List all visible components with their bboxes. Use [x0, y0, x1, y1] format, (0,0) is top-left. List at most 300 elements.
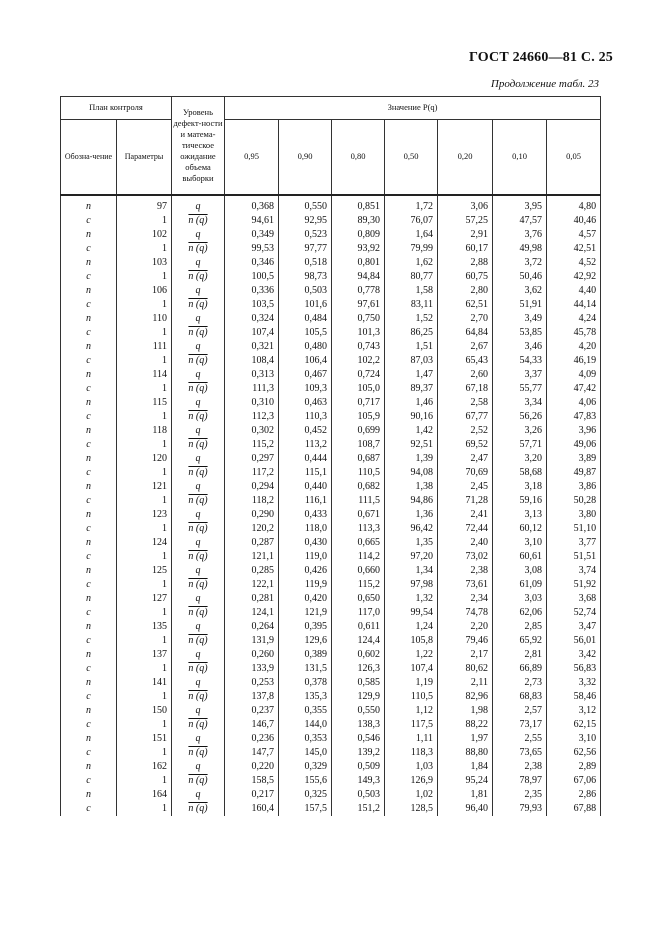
- value-cell: 73,02: [438, 550, 493, 564]
- designation-cell: c: [61, 718, 117, 732]
- designation-cell: n: [61, 312, 117, 326]
- value-cell: 94,84: [332, 270, 385, 284]
- value-cell: 58,46: [547, 690, 601, 704]
- value-cell: 0,395: [279, 620, 332, 634]
- value-cell: 119,9: [279, 578, 332, 592]
- value-cell: 118,2: [225, 494, 279, 508]
- table-row: [61, 340, 601, 354]
- value-cell: 59,16: [493, 494, 547, 508]
- level-cell: q: [172, 340, 225, 354]
- designation-cell: n: [61, 228, 117, 242]
- prob-header: 0,05: [547, 120, 601, 196]
- table-row: [61, 648, 601, 662]
- value-cell: 2,11: [438, 676, 493, 690]
- level-cell: q: [172, 312, 225, 326]
- designation-cell: n: [61, 424, 117, 438]
- value-cell: 0,687: [332, 452, 385, 466]
- designation-cell: c: [61, 690, 117, 704]
- parameter-cell: 1: [117, 634, 172, 648]
- value-cell: 1,34: [385, 564, 438, 578]
- level-cell: q: [172, 228, 225, 242]
- parameter-cell: 123: [117, 508, 172, 522]
- level-cell: q: [172, 676, 225, 690]
- value-cell: 57,71: [493, 438, 547, 452]
- value-cell: 1,39: [385, 452, 438, 466]
- parameter-cell: 1: [117, 270, 172, 284]
- table-row: [61, 354, 601, 368]
- table-row: [61, 494, 601, 508]
- value-cell: 1,22: [385, 648, 438, 662]
- value-cell: 47,83: [547, 410, 601, 424]
- value-cell: 0,650: [332, 592, 385, 606]
- level-header: Уровень дефект-ности и матема-тическое ожидание объема выборки: [172, 97, 225, 196]
- value-cell: 1,35: [385, 536, 438, 550]
- level-cell: n (q): [172, 522, 225, 536]
- value-cell: 0,430: [279, 536, 332, 550]
- value-cell: 0,717: [332, 396, 385, 410]
- parameter-cell: 162: [117, 760, 172, 774]
- value-cell: 97,61: [332, 298, 385, 312]
- designation-cell: n: [61, 452, 117, 466]
- parameter-cell: 1: [117, 326, 172, 340]
- parameter-cell: 106: [117, 284, 172, 298]
- parameter-cell: 121: [117, 480, 172, 494]
- value-cell: 4,80: [547, 195, 601, 214]
- level-cell: n (q): [172, 494, 225, 508]
- value-cell: 151,2: [332, 802, 385, 816]
- value-cell: 131,9: [225, 634, 279, 648]
- table-row: [61, 746, 601, 760]
- value-cell: 57,25: [438, 214, 493, 228]
- table-row: [61, 480, 601, 494]
- value-cell: 49,98: [493, 242, 547, 256]
- parameter-cell: 141: [117, 676, 172, 690]
- value-cell: 3,89: [547, 452, 601, 466]
- value-cell: 109,3: [279, 382, 332, 396]
- level-cell: n (q): [172, 326, 225, 340]
- value-cell: 73,61: [438, 578, 493, 592]
- value-cell: 47,57: [493, 214, 547, 228]
- value-cell: 105,0: [332, 382, 385, 396]
- designation-cell: n: [61, 676, 117, 690]
- value-cell: 99,54: [385, 606, 438, 620]
- value-cell: 0,444: [279, 452, 332, 466]
- value-cell: 2,60: [438, 368, 493, 382]
- value-cell: 96,42: [385, 522, 438, 536]
- value-cell: 105,5: [279, 326, 332, 340]
- value-cell: 0,660: [332, 564, 385, 578]
- designation-cell: n: [61, 396, 117, 410]
- level-cell: q: [172, 256, 225, 270]
- parameter-cell: 1: [117, 466, 172, 480]
- value-cell: 67,88: [547, 802, 601, 816]
- designation-cell: n: [61, 760, 117, 774]
- value-cell: 97,77: [279, 242, 332, 256]
- level-cell: n (q): [172, 578, 225, 592]
- value-cell: 49,87: [547, 466, 601, 480]
- value-cell: 0,260: [225, 648, 279, 662]
- value-cell: 0,503: [332, 788, 385, 802]
- value-cell: 2,91: [438, 228, 493, 242]
- level-cell: n (q): [172, 774, 225, 788]
- level-cell: q: [172, 648, 225, 662]
- value-cell: 76,07: [385, 214, 438, 228]
- value-cell: 3,62: [493, 284, 547, 298]
- value-cell: 79,93: [493, 802, 547, 816]
- table-row: [61, 228, 601, 242]
- value-cell: 0,440: [279, 480, 332, 494]
- level-cell: n (q): [172, 242, 225, 256]
- designation-cell: c: [61, 410, 117, 424]
- table-row: [61, 326, 601, 340]
- value-cell: 88,80: [438, 746, 493, 760]
- value-cell: 2,35: [493, 788, 547, 802]
- value-cell: 3,06: [438, 195, 493, 214]
- value-cell: 114,2: [332, 550, 385, 564]
- value-cell: 56,01: [547, 634, 601, 648]
- value-cell: 2,85: [493, 620, 547, 634]
- value-cell: 72,44: [438, 522, 493, 536]
- value-cell: 1,84: [438, 760, 493, 774]
- parameter-cell: 1: [117, 354, 172, 368]
- value-cell: 122,1: [225, 578, 279, 592]
- value-cell: 62,15: [547, 718, 601, 732]
- value-cell: 3,20: [493, 452, 547, 466]
- value-cell: 70,69: [438, 466, 493, 480]
- value-cell: 0,452: [279, 424, 332, 438]
- value-cell: 0,325: [279, 788, 332, 802]
- parameter-cell: 111: [117, 340, 172, 354]
- value-cell: 55,77: [493, 382, 547, 396]
- value-cell: 3,80: [547, 508, 601, 522]
- value-cell: 52,74: [547, 606, 601, 620]
- value-cell: 0,682: [332, 480, 385, 494]
- value-cell: 67,18: [438, 382, 493, 396]
- value-cell: 0,355: [279, 704, 332, 718]
- level-cell: q: [172, 788, 225, 802]
- value-cell: 3,95: [493, 195, 547, 214]
- parameter-cell: 1: [117, 522, 172, 536]
- value-cell: 1,81: [438, 788, 493, 802]
- value-cell: 47,42: [547, 382, 601, 396]
- value-cell: 0,671: [332, 508, 385, 522]
- value-cell: 2,55: [493, 732, 547, 746]
- value-cell: 2,81: [493, 648, 547, 662]
- table-row: [61, 452, 601, 466]
- value-cell: 105,8: [385, 634, 438, 648]
- value-cell: 0,264: [225, 620, 279, 634]
- value-cell: 98,73: [279, 270, 332, 284]
- designation-cell: c: [61, 746, 117, 760]
- value-cell: 0,336: [225, 284, 279, 298]
- designation-cell: n: [61, 256, 117, 270]
- value-cell: 121,1: [225, 550, 279, 564]
- table-row: [61, 788, 601, 802]
- value-cell: 118,0: [279, 522, 332, 536]
- value-cell: 149,3: [332, 774, 385, 788]
- designation-cell: c: [61, 298, 117, 312]
- value-cell: 0,611: [332, 620, 385, 634]
- value-cell: 3,68: [547, 592, 601, 606]
- value-cell: 2,17: [438, 648, 493, 662]
- value-cell: 51,10: [547, 522, 601, 536]
- value-cell: 3,32: [547, 676, 601, 690]
- value-cell: 2,40: [438, 536, 493, 550]
- value-cell: 133,9: [225, 662, 279, 676]
- value-cell: 158,5: [225, 774, 279, 788]
- value-cell: 113,2: [279, 438, 332, 452]
- prob-header: 0,95: [225, 120, 279, 196]
- value-cell: 92,51: [385, 438, 438, 452]
- designation-cell: c: [61, 634, 117, 648]
- value-cell: 61,09: [493, 578, 547, 592]
- parameter-cell: 97: [117, 195, 172, 214]
- value-cell: 106,4: [279, 354, 332, 368]
- value-cell: 2,58: [438, 396, 493, 410]
- value-cell: 49,06: [547, 438, 601, 452]
- value-cell: 95,24: [438, 774, 493, 788]
- value-cell: 108,7: [332, 438, 385, 452]
- value-cell: 101,3: [332, 326, 385, 340]
- level-cell: q: [172, 620, 225, 634]
- value-cell: 87,03: [385, 354, 438, 368]
- designation-cell: n: [61, 195, 117, 214]
- value-cell: 0,217: [225, 788, 279, 802]
- parameter-cell: 1: [117, 774, 172, 788]
- table-row: [61, 564, 601, 578]
- designation-cell: c: [61, 214, 117, 228]
- designation-cell: n: [61, 284, 117, 298]
- value-cell: 0,433: [279, 508, 332, 522]
- value-cell: 56,83: [547, 662, 601, 676]
- value-cell: 1,46: [385, 396, 438, 410]
- designation-cell: n: [61, 564, 117, 578]
- value-cell: 129,6: [279, 634, 332, 648]
- value-cell: 0,285: [225, 564, 279, 578]
- value-cell: 1,97: [438, 732, 493, 746]
- value-cell: 1,24: [385, 620, 438, 634]
- value-cell: 80,77: [385, 270, 438, 284]
- value-cell: 3,76: [493, 228, 547, 242]
- value-cell: 68,83: [493, 690, 547, 704]
- value-cell: 64,84: [438, 326, 493, 340]
- value-cell: 0,778: [332, 284, 385, 298]
- value-cell: 115,1: [279, 466, 332, 480]
- parameter-cell: 1: [117, 690, 172, 704]
- value-cell: 2,45: [438, 480, 493, 494]
- level-cell: n (q): [172, 466, 225, 480]
- value-cell: 144,0: [279, 718, 332, 732]
- value-cell: 1,72: [385, 195, 438, 214]
- table-row: [61, 704, 601, 718]
- value-cell: 0,550: [332, 704, 385, 718]
- parameter-cell: 137: [117, 648, 172, 662]
- value-cell: 67,06: [547, 774, 601, 788]
- value-cell: 111,5: [332, 494, 385, 508]
- value-cell: 4,52: [547, 256, 601, 270]
- value-cell: 0,346: [225, 256, 279, 270]
- designation-cell: n: [61, 340, 117, 354]
- value-cell: 0,281: [225, 592, 279, 606]
- value-cell: 3,12: [547, 704, 601, 718]
- value-cell: 3,37: [493, 368, 547, 382]
- designation-cell: c: [61, 382, 117, 396]
- parameter-cell: 1: [117, 578, 172, 592]
- document-title: ГОСТ 24660—81 С. 25: [469, 50, 613, 65]
- level-cell: q: [172, 396, 225, 410]
- value-cell: 79,46: [438, 634, 493, 648]
- value-cell: 0,665: [332, 536, 385, 550]
- parameter-cell: 1: [117, 242, 172, 256]
- designation-cell: c: [61, 550, 117, 564]
- value-cell: 0,724: [332, 368, 385, 382]
- value-cell: 0,378: [279, 676, 332, 690]
- value-cell: 1,03: [385, 760, 438, 774]
- value-cell: 113,3: [332, 522, 385, 536]
- level-cell: q: [172, 195, 225, 214]
- value-cell: 78,97: [493, 774, 547, 788]
- designation-cell: c: [61, 270, 117, 284]
- designation-cell: c: [61, 466, 117, 480]
- plan-header: План контроля: [61, 97, 172, 120]
- level-cell: q: [172, 732, 225, 746]
- table-row: [61, 606, 601, 620]
- value-cell: 3,49: [493, 312, 547, 326]
- parameter-cell: 103: [117, 256, 172, 270]
- designation-cell: c: [61, 494, 117, 508]
- value-cell: 0,699: [332, 424, 385, 438]
- value-cell: 2,38: [438, 564, 493, 578]
- value-cell: 4,40: [547, 284, 601, 298]
- level-cell: q: [172, 508, 225, 522]
- prob-header: 0,90: [279, 120, 332, 196]
- table-row: [61, 382, 601, 396]
- parameter-cell: 1: [117, 606, 172, 620]
- value-cell: 3,86: [547, 480, 601, 494]
- parameter-cell: 1: [117, 438, 172, 452]
- value-cell: 92,95: [279, 214, 332, 228]
- parameter-cell: 124: [117, 536, 172, 550]
- value-cell: 1,62: [385, 256, 438, 270]
- value-cell: 115,2: [332, 578, 385, 592]
- level-cell: q: [172, 760, 225, 774]
- value-cell: 51,91: [493, 298, 547, 312]
- level-cell: n (q): [172, 298, 225, 312]
- value-cell: 3,10: [547, 732, 601, 746]
- level-cell: n (q): [172, 606, 225, 620]
- value-cell: 97,98: [385, 578, 438, 592]
- table-row: [61, 368, 601, 382]
- value-cell: 73,65: [493, 746, 547, 760]
- value-cell: 3,42: [547, 648, 601, 662]
- value-cell: 50,28: [547, 494, 601, 508]
- level-cell: q: [172, 592, 225, 606]
- level-cell: n (q): [172, 214, 225, 228]
- value-cell: 3,77: [547, 536, 601, 550]
- value-cell: 129,9: [332, 690, 385, 704]
- value-cell: 3,08: [493, 564, 547, 578]
- parameter-cell: 164: [117, 788, 172, 802]
- value-cell: 1,52: [385, 312, 438, 326]
- value-cell: 1,19: [385, 676, 438, 690]
- level-cell: n (q): [172, 746, 225, 760]
- value-cell: 3,13: [493, 508, 547, 522]
- value-cell: 0,480: [279, 340, 332, 354]
- value-cell: 0,550: [279, 195, 332, 214]
- value-cell: 2,67: [438, 340, 493, 354]
- value-cell: 124,1: [225, 606, 279, 620]
- value-cell: 2,52: [438, 424, 493, 438]
- level-cell: n (q): [172, 550, 225, 564]
- table-row: [61, 195, 601, 214]
- value-cell: 1,36: [385, 508, 438, 522]
- value-cell: 96,40: [438, 802, 493, 816]
- value-cell: 157,5: [279, 802, 332, 816]
- value-cell: 86,25: [385, 326, 438, 340]
- value-cell: 0,801: [332, 256, 385, 270]
- level-cell: n (q): [172, 270, 225, 284]
- parameter-cell: 135: [117, 620, 172, 634]
- value-cell: 100,5: [225, 270, 279, 284]
- value-cell: 4,24: [547, 312, 601, 326]
- value-cell: 2,34: [438, 592, 493, 606]
- value-cell: 0,236: [225, 732, 279, 746]
- value-cell: 2,70: [438, 312, 493, 326]
- parameter-cell: 1: [117, 214, 172, 228]
- value-cell: 0,523: [279, 228, 332, 242]
- parameter-cell: 1: [117, 662, 172, 676]
- value-cell: 0,602: [332, 648, 385, 662]
- value-cell: 73,17: [493, 718, 547, 732]
- table-row: [61, 718, 601, 732]
- value-cell: 0,585: [332, 676, 385, 690]
- value-cell: 0,467: [279, 368, 332, 382]
- value-cell: 45,78: [547, 326, 601, 340]
- value-cell: 65,43: [438, 354, 493, 368]
- value-cell: 121,9: [279, 606, 332, 620]
- table-continuation-caption: Продолжение табл. 23: [490, 78, 599, 90]
- value-cell: 2,88: [438, 256, 493, 270]
- value-cell: 62,51: [438, 298, 493, 312]
- value-cell: 3,10: [493, 536, 547, 550]
- parameter-cell: 1: [117, 382, 172, 396]
- value-cell: 88,22: [438, 718, 493, 732]
- value-cell: 107,4: [225, 326, 279, 340]
- designation-cell: n: [61, 620, 117, 634]
- designation-cell: n: [61, 508, 117, 522]
- value-cell: 0,302: [225, 424, 279, 438]
- value-cell: 120,2: [225, 522, 279, 536]
- designation-cell: c: [61, 606, 117, 620]
- level-cell: n (q): [172, 382, 225, 396]
- value-cell: 0,750: [332, 312, 385, 326]
- value-cell: 107,4: [385, 662, 438, 676]
- prob-header: 0,20: [438, 120, 493, 196]
- level-cell: q: [172, 424, 225, 438]
- value-cell: 0,368: [225, 195, 279, 214]
- value-cell: 124,4: [332, 634, 385, 648]
- value-cell: 0,310: [225, 396, 279, 410]
- value-cell: 0,546: [332, 732, 385, 746]
- value-cell: 0,743: [332, 340, 385, 354]
- value-cell: 2,41: [438, 508, 493, 522]
- parameter-cell: 151: [117, 732, 172, 746]
- value-cell: 89,37: [385, 382, 438, 396]
- value-cell: 82,96: [438, 690, 493, 704]
- designation-cell: n: [61, 368, 117, 382]
- level-cell: n (q): [172, 410, 225, 424]
- value-cell: 83,11: [385, 298, 438, 312]
